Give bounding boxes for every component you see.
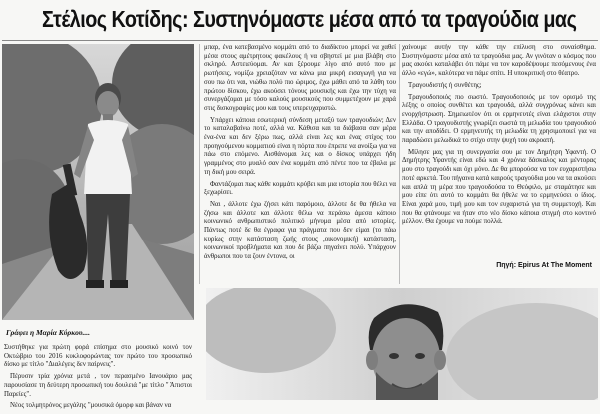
column-divider-2 (399, 44, 400, 284)
col1-paragraph-2: Πέρυσιν τρία χρόνια μετά , τον περασμένο Ιανουάριο μας παρουσίασε τη δεύτερη προσωπική του δουλειά "με τίτλο " Άπιστοι Παρείες". (4, 373, 192, 398)
column-2 (204, 44, 396, 288)
col2-paragraph-1: μπαρ, ένα κατεβασμένο κομμάτι από το διαδίκτυο μπορεί να χαθεί μέσα στους αμέτρητους φακέλους ή να σβηστεί με μια βλάβη στο σκληρό. Αστειεύομαι. Αν και ξέρουμε λίγο από αυτό που με ρωτήσεις, νομίζω χρειαζόταν να κάνω μια μικρή εισαγωγή για να σου πω ότι ναι, νιώθω πολύ πιο ώριμος, έχω μάθει από τα λάθη του πρώτου δίσκου, έχω ακούσει τόνους μουσικής και έχω την τύχη να συνεργάζομαι με τόσο καλούς μουσικούς που συμμετέχουν με χαρά στις δισκογραφίες μου και τους υπερευχαριστώ. (204, 44, 396, 112)
col3-paragraph-1: χαίνουμε αυτήν την κάθε την επίλυση στο συναίσθημα. Συστηνόμαστε μέσα από τα τραγούδια μας. Αν γινόταν ο κόσμος που μας ακούει καταλάβει ότι πάμε να τον καροδέψουμε πεσόμενους ένα άλλο «εγώ», καλύτερα να πάμε σπίτι. Η υποκριτική στο θέατρο. (402, 44, 596, 78)
headline-rule (2, 40, 598, 41)
column-3 (402, 44, 596, 230)
photo-source-credit: Πηγή: Epirus At The Moment (496, 262, 592, 269)
article-byline: Γράφει η Μαρία Κύρκου.... (6, 328, 91, 337)
column-divider-1 (199, 44, 200, 284)
col3-paragraph-3: Τραγουδοποιός πιο σωστό. Τραγουδοποιός με τον ορισμό της λέξης ο οποίος συνθέτει και τραγουδά, αλλά συγχρόνως κάνει και ενορχήστρωση. Σημειωτέον ότι οι ερμηνευτές είναι ελάχιστοι στην Ελλάδα. Ο τραγουδιστής γνωρίζει σωστά τη μελωδία του τραγουδιού και την αποδίδει. Ο ερμηνευτής τη μελωδία τη χρησιμοποιεί για να παραδώσει μελωδικά το στίχο στην ψυχή του ακροατή. (402, 93, 596, 145)
col2-paragraph-3: Φαντάζομαι πως κάθε κομμάτι κρύβει και μια ιστορία που θέλει να ξεχωρίσει. (204, 180, 396, 197)
article-photo-singer-with-guitar (2, 44, 194, 320)
col1-paragraph-3: Νέος τολμητρόνος μεγάλης "μουσικά όμορφ και βάναν να (10, 402, 172, 410)
col2-paragraph-4: Ναι , άλλοτε έχω ζήσει κάτι παρόμοιο, άλλοτε δε θα ήθελα να ζήσω και άλλοτε και άλλοτε θέλω να περάσω άμεσα κάποιο κοινωνικό ανθρωπιστικό πολιτικό μήνυμα μέσα από ιστορίες. Πάντως ποτέ δε θα έγραφα για πράγματα που δεν είμαι (το πάω κυρίως στην κατάσταση ζωής στους ,οικονομική) κατάσταση, κοινωνικοί προβλήματα και που δε βάζω πηγαίνει πολύ. Υπάρχουν άνθρωποι που τα ζουν έντονα, οι (204, 200, 396, 261)
col2-paragraph-2: Υπάρχει κάποια εσωτερική σύνδεση μεταξύ των τραγουδιών; Δεν το καταλαβαίνω ποτέ, αλλά να. Κάθισα και τα διάβασα σαν μέρα ένα-ένα και δεν ξέρω πως, αλλά είναι λες και ένας στίχος του προηγούμενου κομματιού είναι η πόρτα που έπρεπε να ανοίξω για να πάω στο επόμενο. Αισθάνομαι λες και ο δίσκος υπάρχει ήδη γραμμένος στο μυαλό σαν ένα κομμάτι από πέντε που τα έβαλα με τη δική μου σειρά. (204, 116, 396, 176)
col1-paragraph-1: Συστήθηκε για πρώτη φορά επίσημα στο μουσικό κοινό τον Οκτώβριο του 2016 κυκλοφορώντας τον πρώτο του προσωπικό δίσκο με τίτλο "Διαλέγεις δεν παίρνεις". (4, 344, 192, 369)
column-1 (4, 344, 192, 414)
col3-paragraph-2: Τραγουδιστής ή συνθέτης; (408, 81, 482, 89)
col3-paragraph-4: Μίλησε μας για τη συνεργασία σου με τον Δημήτρη Υφαντή. Ο Δημήτρης Υφαντής είναι εδώ και 4 χρόνια δάσκαλος και μέντορας μου στο τραγούδι και όχι μόνο. Δε θα μπορούσα να τον ευχαριστήσω ποτέ αρκετά. Του πήγαινα κατά καιρούς τραγούδια μου να τα ακούσει και απλά τη μέρα που τραγουδούσα το Θεόφιλο, με σταμάτησε και μου είπε ότι αυτό το κομμάτι θα ήθελε να το ερμηνεύσει ο ίδιος. Είναι χαρά μου, τιμή μου και τον ευχαριστώ για τη συμμετοχή. Και που θα φτάνουμε να ήταν στο νέο δίσκο κάποια στιγμή στο κοντινό μέλλον. Θα έχουμε να πούμε πολλά. (402, 148, 596, 226)
article-headline: Στέλιος Κοτίδης: Συστηνόμαστε μέσα από τα τραγούδια μας (42, 6, 577, 32)
article-photo-singer-portrait (206, 288, 598, 400)
